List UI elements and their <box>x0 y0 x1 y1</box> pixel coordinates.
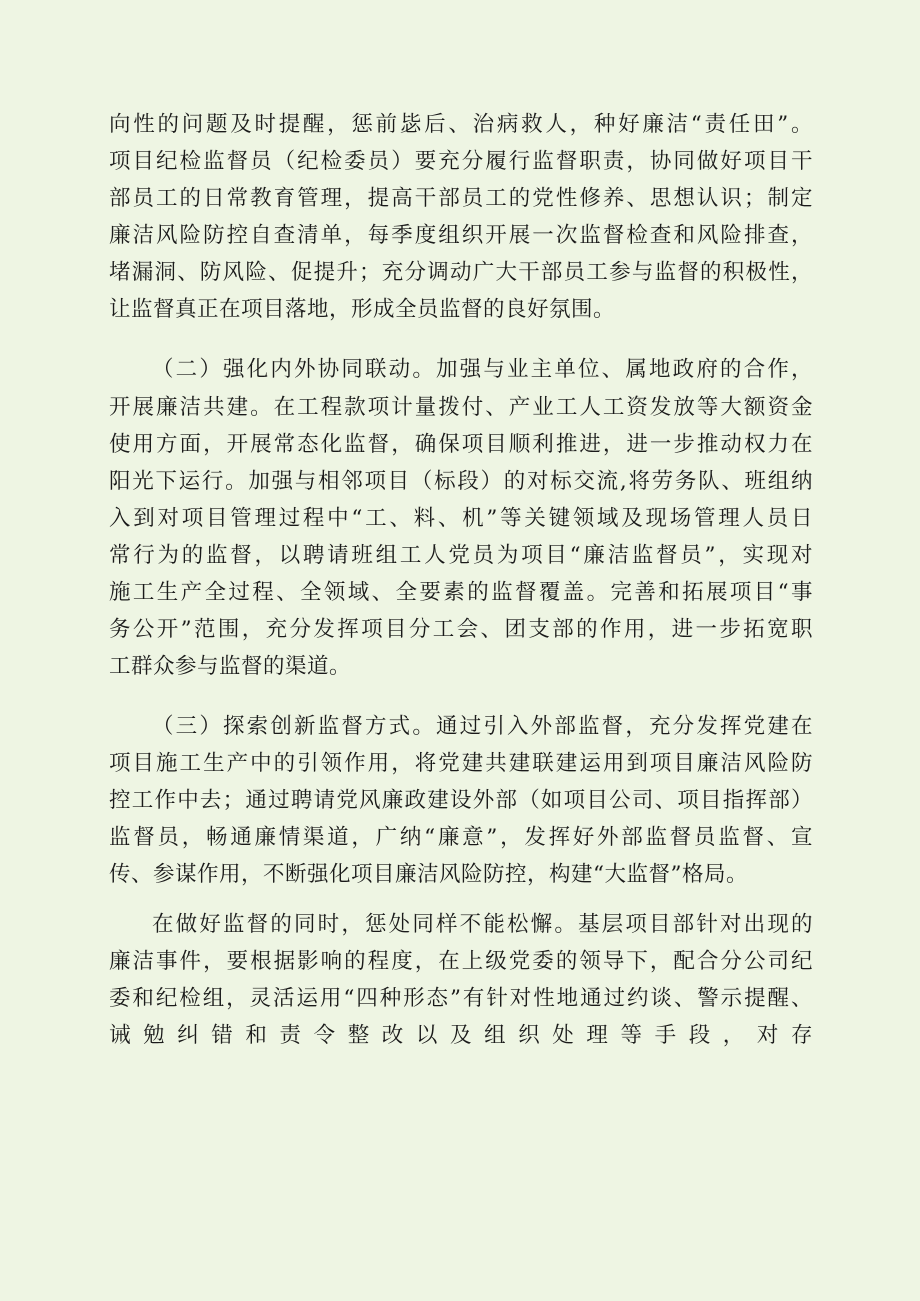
section-heading-line: （三）探索创新监督方式。通过引入外部监督，充分发挥党建在 <box>152 714 813 739</box>
text-line: 工群众参与监督的渠道。 <box>109 654 352 679</box>
text-line: 让监督真正在项目落地，形成全员监督的良好氛围。 <box>109 297 616 322</box>
text-line: 入到对项目管理过程中“工、料、机”等关键领域及现场管理人员日 <box>109 506 813 531</box>
text-line: 部员工的日常教育管理，提高干部员工的党性修养、思想认识；制定 <box>109 186 813 211</box>
text-line: 项目施工生产中的引领作用，将党建共建联建运用到项目廉洁风险防 <box>109 751 813 776</box>
text-line: 委和纪检组，灵活运用“四种形态”有针对性地通过约谈、警示提醒、 <box>109 986 813 1011</box>
text-line: 施工生产全过程、全领域、全要素的监督覆盖。完善和拓展项目“事 <box>109 580 813 605</box>
text-line: 在做好监督的同时，惩处同样不能松懈。基层项目部针对出现的 <box>152 912 813 937</box>
text-line: 诫勉纠错和责令整改以及组织处理等手段，对存 <box>109 1023 813 1048</box>
text-line: 控工作中去；通过聘请党风廉政建设外部（如项目公司、项目指挥部） <box>109 788 813 813</box>
text-line: 堵漏洞、防风险、促提升；充分调动广大干部员工参与监督的积极性， <box>109 260 813 285</box>
text-line: 项目纪检监督员（纪检委员）要充分履行监督职责，协同做好项目干 <box>109 149 813 174</box>
text-line: 廉洁风险防控自查清单，每季度组织开展一次监督检查和风险排查， <box>109 223 813 248</box>
text-line: 开展廉洁共建。在工程款项计量拨付、产业工人工资发放等大额资金 <box>109 395 813 420</box>
text-line: 务公开”范围，充分发挥项目分工会、团支部的作用，进一步拓宽职 <box>109 617 813 642</box>
section-heading-line: （二）强化内外协同联动。加强与业主单位、属地政府的合作， <box>152 357 813 382</box>
text-line: 向性的问题及时提醒，惩前毖后、治病救人，种好廉洁“责任田”。 <box>109 112 813 137</box>
text-line: 使用方面，开展常态化监督，确保项目顺利推进，进一步推动权力在 <box>109 432 813 457</box>
text-line: 监督员，畅通廉情渠道，广纳“廉意”，发挥好外部监督员监督、宣 <box>109 825 813 850</box>
text-line: 阳光下运行。加强与相邻项目（标段）的对标交流,将劳务队、班组纳 <box>109 469 813 494</box>
text-line: 常行为的监督，以聘请班组工人党员为项目“廉洁监督员”，实现对 <box>109 543 813 568</box>
text-line: 廉洁事件，要根据影响的程度，在上级党委的领导下，配合分公司纪 <box>109 949 813 974</box>
text-line: 传、参谋作用，不断强化项目廉洁风险防控，构建“大监督”格局。 <box>109 862 748 887</box>
